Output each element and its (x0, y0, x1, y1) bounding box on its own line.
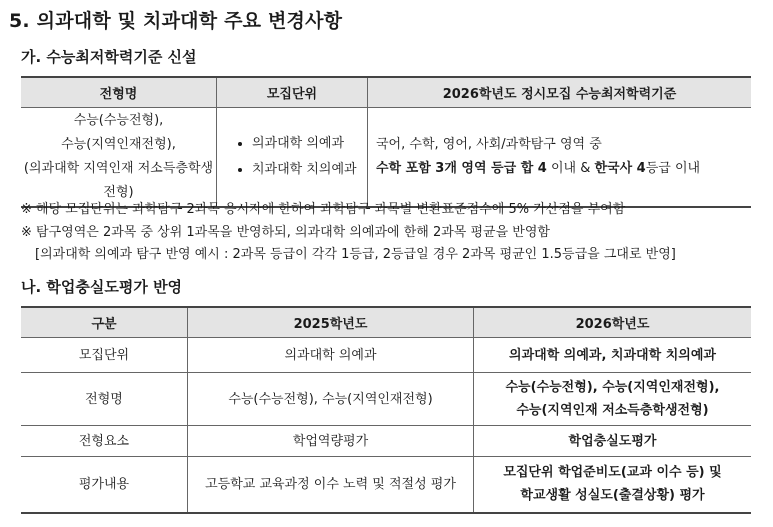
admission-type-line: 수능(수능전형), (73, 113, 164, 128)
row-label: 전형요소 (21, 426, 188, 457)
cell-2026 (474, 338, 752, 373)
unit-cell (217, 108, 368, 208)
list-item: • 치과대학 치의예과 (252, 157, 366, 183)
row-label: 평가내용 (21, 457, 188, 513)
table-row (21, 457, 751, 513)
comparison-table (21, 306, 751, 514)
cell-2026 (474, 457, 752, 513)
section-b-heading: 나. 학업충실도평가 반영 (21, 278, 183, 296)
criteria-line-1: 국어, 수학, 영어, 사회/과학탐구 영역 중 (376, 137, 602, 152)
admission-type-cell (21, 108, 217, 208)
note-line: ※ 탐구영역은 2과목 중 상위 1과목을 반영하되, 의과대학 의예과에 한해 2과목 평균을 반영함 (21, 224, 550, 240)
note-line: [의과대학 의예과 탐구 반영 예시 : 2과목 등급이 각각 1등급, 2등급일 경우 2과목 평균인 1.5등급을 그대로 반영] (35, 247, 676, 262)
cell-2026-line: 의과대학 의예과, 치과대학 치의예과 (509, 347, 716, 363)
row-label: 모집단위 (21, 338, 188, 373)
note-line: ※ 해당 모집단위는 과학탐구 2과목 응시자에 한하여 과학탐구 과목별 변환표준점수에 5% 가산점을 부여함 (21, 202, 626, 217)
cell-2026-line: 수능(수능전형), 수능(지역인재전형), (505, 380, 720, 395)
cell-2026-line: 학업충실도평가 (568, 433, 657, 449)
header-unit: 모집단위 (217, 77, 368, 108)
section-a-heading: 가. 수능최저학력기준 신설 (21, 48, 197, 66)
admission-type-line: (의과대학 지역인재 저소득층학생전형) (23, 161, 214, 200)
cell-2025: 고등학교 교육과정 이수 노력 및 적절성 평가 (188, 457, 474, 513)
criteria-bold-1: 수학 포함 3개 영역 등급 합 4 (376, 161, 547, 176)
cell-2025: 의과대학 의예과 (188, 338, 474, 373)
cell-2026 (474, 373, 752, 426)
table-row (21, 373, 751, 426)
cell-2026 (474, 426, 752, 457)
header-2026: 2026학년도 (474, 307, 752, 338)
row-label: 전형명 (21, 373, 188, 426)
admission-type-line: 수능(지역인재전형), (61, 137, 176, 152)
criteria-bold-2: 한국사 4 (594, 161, 646, 176)
page-title: 5. 의과대학 및 치과대학 주요 변경사항 (9, 10, 343, 32)
cell-2025: 수능(수능전형), 수능(지역인재전형) (188, 373, 474, 426)
criteria-table (21, 76, 751, 208)
cell-2026-line: 학교생활 성실도(출결상황) 평가 (520, 488, 705, 504)
criteria-cell (368, 108, 752, 208)
header-2025: 2025학년도 (188, 307, 474, 338)
cell-2026-line: 수능(지역인재 저소득층학생전형) (516, 403, 709, 418)
header-category: 구분 (21, 307, 188, 338)
table-row (21, 338, 751, 373)
cell-2026-line: 모집단위 학업준비도(교과 이수 등) 및 (503, 465, 722, 481)
criteria-line-2 (376, 157, 750, 181)
header-criteria: 2026학년도 정시모집 수능최저학력기준 (368, 77, 752, 108)
table-header-row (21, 77, 751, 108)
table-row (21, 108, 751, 208)
cell-2025: 학업역량평가 (188, 426, 474, 457)
notes-block (21, 199, 676, 267)
table-header-row (21, 307, 751, 338)
list-item: • 의과대학 의예과 (252, 131, 366, 157)
unit-list (218, 131, 366, 183)
header-admission-type: 전형명 (21, 77, 217, 108)
criteria-mid: 이내 & (546, 161, 595, 176)
criteria-end: 등급 이내 (645, 161, 701, 176)
table-row (21, 426, 751, 457)
